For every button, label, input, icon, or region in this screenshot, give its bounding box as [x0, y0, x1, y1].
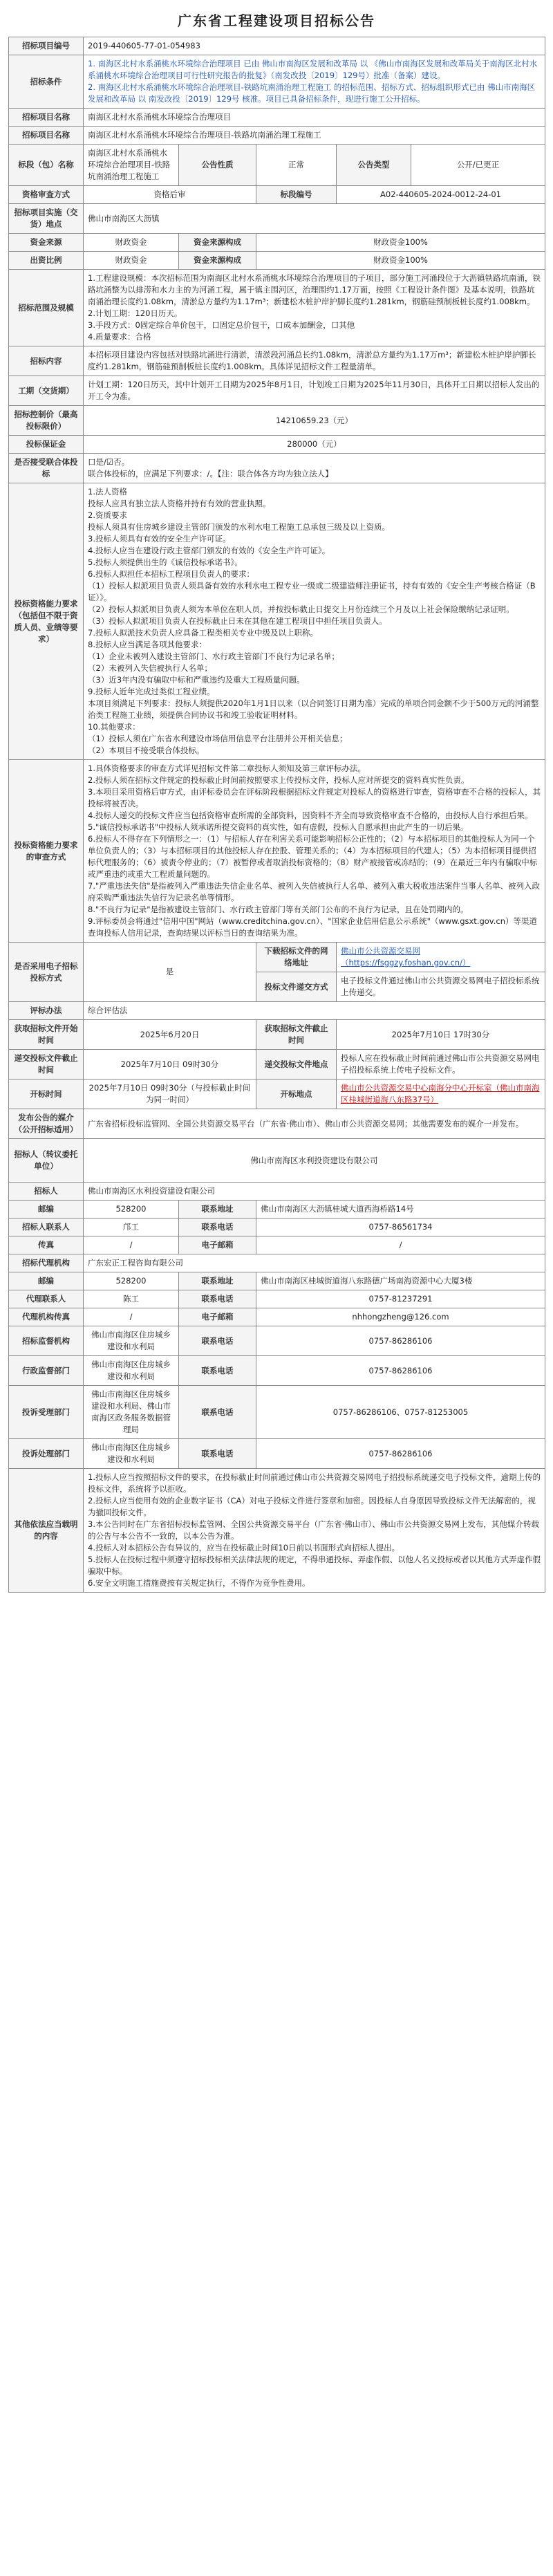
paragraph: （2）未被列入失信被执行人名单； — [88, 663, 212, 673]
paragraph: 10.其他要求： — [88, 722, 140, 732]
period-value: 计划工期：120日历天，其中计划开工日期为2025年8月1日，计划竣工日期为2025年11月30日，具体开工日期以招标人发出的开工令为准。 — [84, 376, 545, 406]
label: 代理机构传真 — [9, 1308, 84, 1326]
label: 联系电话 — [179, 1386, 256, 1439]
agency-value: 广东宏正工程咨询有限公司 — [84, 1254, 545, 1272]
label: 联系电话 — [179, 1356, 256, 1386]
row-agency — [9, 1254, 545, 1272]
paragraph: 4.投标人递交的投标文件应当包括资格审查所需的全部资料，因资料不齐全而导致资格审查不合格的，由投标人自行承担后果。 — [88, 810, 533, 820]
label: 公告类型 — [337, 145, 411, 186]
paragraph: 8."不良行为记录"是指被建设主管部门、水行政主管部门等有关部门公布的不良行为记录，且在处罚期内的。 — [88, 905, 469, 914]
paragraph: 联合体投标的，应满足下列要求：/。【注：联合体各方均为独立法人】 — [88, 469, 333, 479]
other-value — [84, 1469, 545, 1593]
section-code-value: A02-440605-2024-0012-24-01 — [337, 186, 545, 204]
paragraph: 6.投标人不得存在下列情形之一：（1）与招标人存在利害关系可能影响招标公正性的；（2）与本招标项目的其他投标人为同一个单位负责人的；（3）与本招标项目的其他投标人存在控股、管理关系的；（4）为本招标项目的代建人；（5）为本招标项目提供招标代理服务的；（6）被责令停业的；（7）被暂停或者取消投标资格的；（8）财产被接管或冻结的；（9）在最近三年内有骗取中标或严重违约或重大工程质量问题的。 — [88, 834, 538, 879]
label: 投标资格能力要求（包括但不限于资质人员、业绩等要求） — [9, 483, 84, 760]
paragraph: 6.投标人拟担任本招标工程项目负责人的要求： — [88, 569, 254, 579]
row-funding-2 — [9, 252, 545, 270]
label: 资金来源 — [9, 234, 84, 252]
row-deposit — [9, 436, 545, 454]
row-location — [9, 204, 545, 234]
label: 工期（交货期） — [9, 376, 84, 406]
label: 资金来源构成 — [179, 252, 256, 270]
row-owner-person — [9, 1218, 545, 1236]
label: 招标控制价（最高投标限价） — [9, 406, 84, 436]
row-owner-post — [9, 1201, 545, 1218]
paragraph: 4.投标人应当在建设行政主管部门颁发的有效的《安全生产许可证》。 — [88, 546, 330, 555]
row-credit — [9, 186, 545, 204]
label: 投标资格能力要求的审查方式 — [9, 760, 84, 943]
paragraph: 1.投标人应当按照招标文件的要求，在投标截止时间前通过佛山市公共资源交易网电子招投标系统递交电子投标文件，逾期上传的投标文件，系统将予以拒收。 — [88, 1472, 541, 1494]
nature-value: 正常 — [256, 145, 337, 186]
paragraph: 5.投标人须提供出生的《诚信投标承诺书》。 — [88, 557, 243, 567]
paragraph: 4.投标人对本招标公告有异议的，应当在投标截止时间10日前以书面形式向招标人提出。 — [88, 1543, 400, 1553]
page-title: 广东省工程建设项目招标公告 — [178, 12, 375, 29]
review-mode-value: 资格后审 — [84, 186, 256, 204]
paragraph: 5.投标人在投标过程中须遵守招标投标相关法律法规的规定，不得串通投标、弄虚作假、以他人名义投标或者以其他方式弄虚作假骗取中标。 — [88, 1555, 541, 1576]
deposit-value: 280000（元） — [84, 436, 545, 454]
handler-value: 佛山市南海区住房城乡建设和水利局 — [84, 1439, 179, 1469]
paragraph: （1）投标人拟派项目负责人须具备有效的水利水电工程专业一级或二级建造师注册证书，持有有效的《安全生产考核合格证（B证）》。 — [88, 581, 536, 602]
supervisor-phone-value: 0757-86286106 — [256, 1326, 545, 1356]
complaint-phone-value: 0757-86286106 — [256, 1356, 545, 1386]
label: 其他依法应当载明的内容 — [9, 1469, 84, 1593]
paragraph: 口是/☑否。 — [88, 457, 130, 467]
receive-value: 佛山市南海区住房城乡建设和水利局、佛山市南海区政务服务数据管理局 — [84, 1386, 179, 1439]
label: 招标人 — [9, 1183, 84, 1201]
owner-phone-value: 0757-86561734 — [256, 1218, 545, 1236]
paragraph: （3）投标人拟派项目负责人在投标截止日未在其他在建工程项目中担任项目负责人。 — [88, 616, 387, 626]
paragraph: 投标人须具有住房城乡建设主管部门颁发的水利水电工程施工总承包三级及以上资质。 — [88, 522, 390, 532]
row-content — [9, 346, 545, 376]
evaluation-value: 综合评估法 — [84, 1002, 545, 1020]
project-name-value: 南海区北村水系涌桃水环境综合治理项目 — [84, 109, 545, 127]
row-agency-post — [9, 1272, 545, 1290]
label: 发布公告的媒介（公开招标适用） — [9, 1109, 84, 1139]
label: 开标地点 — [256, 1079, 337, 1109]
row-qualification — [9, 483, 545, 760]
label: 开标时间 — [9, 1079, 84, 1109]
submit-method-value: 电子投标文件通过佛山市公共资源交易网电子招投标系统上传递交。 — [337, 972, 545, 1002]
agency-address-value: 佛山市南海区桂城街道海八东路德广场南海资源中心大厦3楼 — [256, 1272, 545, 1290]
handler-phone-value: 0757-86286106 — [256, 1439, 545, 1469]
label: 招标项目编号 — [9, 37, 84, 55]
paragraph: 1. 南海区北村水系涌桃水环境综合治理项目 已由 佛山市南海区发展和改革局 以 《佛山市南海区发展和改革局关于南海区北村水系涌桃水环境综合治理项目可行性研究报告的批复》（南发改投〔2019〕129号）批准（备案）建设。 — [88, 59, 538, 80]
label: 行政监督部门 — [9, 1356, 84, 1386]
label: 资格审查方式 — [9, 186, 84, 204]
agent-note-value: 佛山市南海区水利投资建设有限公司 — [84, 1139, 545, 1183]
row-period — [9, 376, 545, 406]
label: 招标项目名称 — [9, 109, 84, 127]
paragraph: 9.评标委员会将通过"信用中国"网站（www.creditchina.gov.cn）、"国家企业信用信息公示系统"（www.gsxt.gov.cn）等渠道查询投标人信用记录，查询结果以评标当日的查询结果为准。 — [88, 916, 537, 938]
row-agency-fax — [9, 1308, 545, 1326]
row-obtain — [9, 1020, 545, 1050]
agency-phone-value: 0757-81237291 — [256, 1290, 545, 1308]
tender-name-value: 南海区北村水系涌桃水环境综合治理项目-铁路坑南涌治理工程施工 — [84, 127, 545, 145]
paragraph: 本招标项目建设内容包括对铁路坑涌进行清淤，清淤段河涌总长约1.08km，清淤总方量约为1.17万m³；新建松木桩护岸护脚长度约1.281km，钢筋硅预制板桩长度约1.008km。具体详见招标文件工程量清单。 — [88, 350, 536, 371]
paragraph: 5."诚信投标承诺书"中投标人须承诺所提交资料的真实性，如有虚假，投标人自愿承担由此产生的一切后果。 — [88, 822, 469, 832]
owner-mail-value: / — [256, 1236, 545, 1254]
row-media — [9, 1109, 545, 1139]
paragraph: （2）本项目不接受联合体投标。 — [88, 745, 205, 755]
label: 投标文件递交方式 — [256, 972, 337, 1002]
location-value: 佛山市南海区大沥镇 — [84, 204, 545, 234]
paragraph: （1）企业未被列入建设主管部门、水行政主管部门不良行为记录名单； — [88, 651, 339, 661]
paragraph: 3.投标人须具有有效的安全生产许可证。 — [88, 534, 231, 544]
label: 联系电话 — [179, 1326, 256, 1356]
label: 联系地址 — [179, 1272, 256, 1290]
agency-post-value: 528200 — [84, 1272, 179, 1290]
label: 联系电话 — [179, 1290, 256, 1308]
row-review — [9, 760, 545, 943]
owner-address-value: 佛山市南海区大沥镇桂城大道西海桥路14号 — [256, 1201, 545, 1218]
receive-phone-value: 0757-86286106、0757-81253005 — [256, 1386, 545, 1439]
label: 联系电话 — [179, 1218, 256, 1236]
media-value: 广东省招标投标监管网、全国公共资源交易平台（广东省·佛山市）、佛山市公共资源交易网；其他需要发布的媒介一并发布。 — [84, 1109, 545, 1139]
review-value — [84, 760, 545, 943]
row-owner — [9, 1183, 545, 1201]
label: 招标条件 — [9, 55, 84, 109]
owner-post-value: 528200 — [84, 1201, 179, 1218]
row-conditions — [9, 55, 545, 109]
label: 联系地址 — [179, 1201, 256, 1218]
row-agency-person — [9, 1290, 545, 1308]
row-funding — [9, 234, 545, 252]
label: 获取招标文件开始时间 — [9, 1020, 84, 1050]
label: 招标内容 — [9, 346, 84, 376]
funding-ratio-2: 财政资金100% — [256, 252, 545, 270]
conditions-value — [84, 55, 545, 109]
label: 招标监督机构 — [9, 1326, 84, 1356]
paragraph: （2）投标人拟派项目负责人须为本单位在职人员，并按投标截止日提交上月份连续三个月及以上社会保险缴纳记录证明。 — [88, 604, 514, 614]
paragraph: 1.具体资格要求的审查方式详见招标文件第二章投标人须知及第三章评标办法。 — [88, 763, 366, 773]
row-max-price — [9, 406, 545, 436]
row-agent-note — [9, 1139, 545, 1183]
agency-person-value: 陈工 — [84, 1290, 179, 1308]
max-price-value: 14210659.23（元） — [84, 406, 545, 436]
content-value — [84, 346, 545, 376]
label: 出资比例 — [9, 252, 84, 270]
row-evaluation — [9, 1002, 545, 1020]
download-link[interactable]: 佛山市公共资源交易网（https://fsggzy.foshan.gov.cn/） — [337, 943, 545, 972]
row-project-name — [9, 109, 545, 127]
label: 评标办法 — [9, 1002, 84, 1020]
complaint-value: 佛山市南海区住房城乡建设和水利局 — [84, 1356, 179, 1386]
paragraph: 3.本公告同时在广东省招标投标监管网、全国公共资源交易平台（广东省·佛山市）、佛山市公共资源交易网上发布，其他媒介转载的公告与本公告不一致的，以本公告为准。 — [88, 1519, 539, 1541]
row-project-code — [9, 37, 545, 55]
label: 投标保证金 — [9, 436, 84, 454]
paragraph: 2.资质要求 — [88, 510, 127, 520]
row-handler — [9, 1439, 545, 1469]
deadline-value: 2025年7月10日 09时30分 — [84, 1050, 256, 1079]
label: 下载招标文件的网络地址 — [256, 943, 337, 972]
joint-value — [84, 454, 545, 483]
paragraph: 8.投标人应当满足各项其他要求： — [88, 640, 207, 649]
qualification-value — [84, 483, 545, 760]
supervisor-value: 佛山市南海区住房城乡建设和水利局 — [84, 1326, 179, 1356]
funding-ratio: 财政资金100% — [256, 234, 545, 252]
row-receive — [9, 1386, 545, 1439]
row-electronic — [9, 943, 545, 972]
label: 电子邮箱 — [179, 1236, 256, 1254]
label: 招标人（转议委托单位） — [9, 1139, 84, 1183]
paragraph: 3.手段方式：0固定综合单价包干，口固定总价包干，口成本加酬金，口其他 — [88, 320, 355, 330]
label: 是否接受联合体投标 — [9, 454, 84, 483]
row-owner-fax — [9, 1236, 545, 1254]
row-open — [9, 1079, 545, 1109]
label: 招标人联系人 — [9, 1218, 84, 1236]
paragraph: 2. 南海区北村水系涌桃水环境综合治理项目-铁路坑南涌治理工程施工 的招标范围、招标方式、招标组织形式已由 佛山市南海区发展和改革局 以 南发改投〔2019〕129号 核准。项目已具备招标条件，现进行施工公开招标。 — [88, 82, 536, 104]
paragraph: 1.工程建设规模：本次招标范围为南海区北村水系涌桃水环境综合治理项目的子项目，部分施工河涌段位于大沥镇铁路坑南涌，铁路坑涌整为以排涝和水力主的为河涌工程，属于镇主围河区，治理围约1.17万面，按照《工程设计条件图》及基本说明，铁路坑南涌治理长度约1.08km，清淤总方量约为1.17m³；新建松木桩护岸护脚长度约1.281km，钢筋硅预制板桩长度约1.008km。 — [88, 273, 541, 306]
open-place-value: 佛山市公共资源交易中心南海分中心开标室（佛山市南海区桂城街道海八东路37号） — [337, 1079, 545, 1109]
label: 递交投标文件地点 — [256, 1050, 337, 1079]
label: 招标范围及规模 — [9, 270, 84, 346]
paragraph: 2.投标人须在招标文件规定的投标截止时间前按照要求上传投标文件，投标人应对所提交的资料真实性负责。 — [88, 775, 469, 785]
label: 资金来源构成 — [179, 234, 256, 252]
obtain-end-value: 2025年7月10日 17时30分 — [337, 1020, 545, 1050]
paragraph: （1）投标人须在广东省水利建设市场信用信息平台注册并公开相关信息； — [88, 734, 348, 743]
paragraph: 6.安全文明施工措施费按有关规定执行，不得作为竞争性费用。 — [88, 1578, 310, 1588]
label: 招标项目名称 — [9, 127, 84, 145]
label: 电子邮箱 — [179, 1308, 256, 1326]
label: 招标项目实施（交货）地点 — [9, 204, 84, 234]
project-code-value: 2019-440605-77-01-054983 — [84, 37, 545, 55]
label: 是否采用电子招标投标方式 — [9, 943, 84, 1002]
paragraph: 3.本项目采用资格后审方式，由评标委员会在评标阶段根据招标文件规定对投标人的资格进行审查，资格审查不合格的投标人，其投标将被否决。 — [88, 787, 541, 808]
notice-table — [8, 37, 545, 1593]
paragraph: 1.法人资格 — [88, 487, 127, 497]
row-deadline — [9, 1050, 545, 1079]
agency-fax-value: / — [84, 1308, 179, 1326]
submit-place-value: 投标人应在投标截止时间前通过佛山市公共资源交易网电子招投标系统上传电子投标文件。 — [337, 1050, 545, 1079]
owner-person-value: 邝工 — [84, 1218, 179, 1236]
paragraph: 7.投标人拟派技术负责人应具备工程类相关专业中级及以上职称。 — [88, 628, 318, 638]
row-joint — [9, 454, 545, 483]
scope-value — [84, 270, 545, 346]
row-tender-name — [9, 127, 545, 145]
funding-source: 财政资金 — [84, 234, 179, 252]
owner-fax-value: / — [84, 1236, 179, 1254]
paragraph: 7."严重违法失信"是指被列入严重违法失信企业名单、被列入失信被执行人名单、被列入重大税收违法案件当事人名单、被列入政府采购严重违法失信行为记录名单等情形。 — [88, 881, 541, 902]
row-complaint — [9, 1356, 545, 1386]
electronic-value: 是 — [84, 943, 256, 1002]
funding-source-2: 财政资金 — [84, 252, 179, 270]
row-sections — [9, 145, 545, 186]
label: 邮编 — [9, 1201, 84, 1218]
paragraph: 4.质量要求：合格 — [88, 332, 151, 342]
paragraph: 2.投标人应当使用有效的企业数字证书（CA）对电子投标文件进行签章和加密。因投标人自身原因导致投标文件无法解密的，视为撤回投标文件。 — [88, 1496, 536, 1517]
paragraph: 9.投标人近年完成过类似工程业绩。 — [88, 687, 215, 696]
label: 标段编号 — [256, 186, 337, 204]
label: 投诉受理部门 — [9, 1386, 84, 1439]
label: 获取招标文件截止时间 — [256, 1020, 337, 1050]
paragraph: 本项目须满足下列要求：投标人须提供2020年1月1日以来（以合同签订日期为准）完成的单项合同金额不少于500万元的河涌整治类工程施工业绩，须提供合同协议书和竣工验收证明材料。 — [88, 698, 539, 720]
owner-value: 佛山市南海区水利投资建设有限公司 — [84, 1183, 545, 1201]
label: 标段（包）名称 — [9, 145, 84, 186]
label: 代理联系人 — [9, 1290, 84, 1308]
paragraph: 投标人应具有独立法人资格并持有有效的营业执照。 — [88, 499, 271, 508]
label: 投诉处理部门 — [9, 1439, 84, 1469]
obtain-start-value: 2025年6月20日 — [84, 1020, 256, 1050]
open-time-value: 2025年7月10日 09时30分（与投标截止时间为同一时间） — [84, 1079, 256, 1109]
label: 招标代理机构 — [9, 1254, 84, 1272]
section-name-value: 南海区北村水系涌桃水环境综合治理项目-铁路坑南涌治理工程施工 — [84, 145, 179, 186]
label: 联系电话 — [179, 1439, 256, 1469]
paragraph: 2.计划工期：120日历天。 — [88, 308, 182, 318]
label: 邮编 — [9, 1272, 84, 1290]
label: 递交投标文件截止时间 — [9, 1050, 84, 1079]
row-other — [9, 1469, 545, 1593]
label: 公告性质 — [179, 145, 256, 186]
label: 传真 — [9, 1236, 84, 1254]
type-value: 公开/已更正 — [411, 145, 545, 186]
agency-mail-value: nhhongzheng@126.com — [256, 1308, 545, 1326]
paragraph: （3）近3年内没有骗取中标和严重违约及重大工程质量问题。 — [88, 675, 305, 685]
row-scope — [9, 270, 545, 346]
row-supervisor — [9, 1326, 545, 1356]
